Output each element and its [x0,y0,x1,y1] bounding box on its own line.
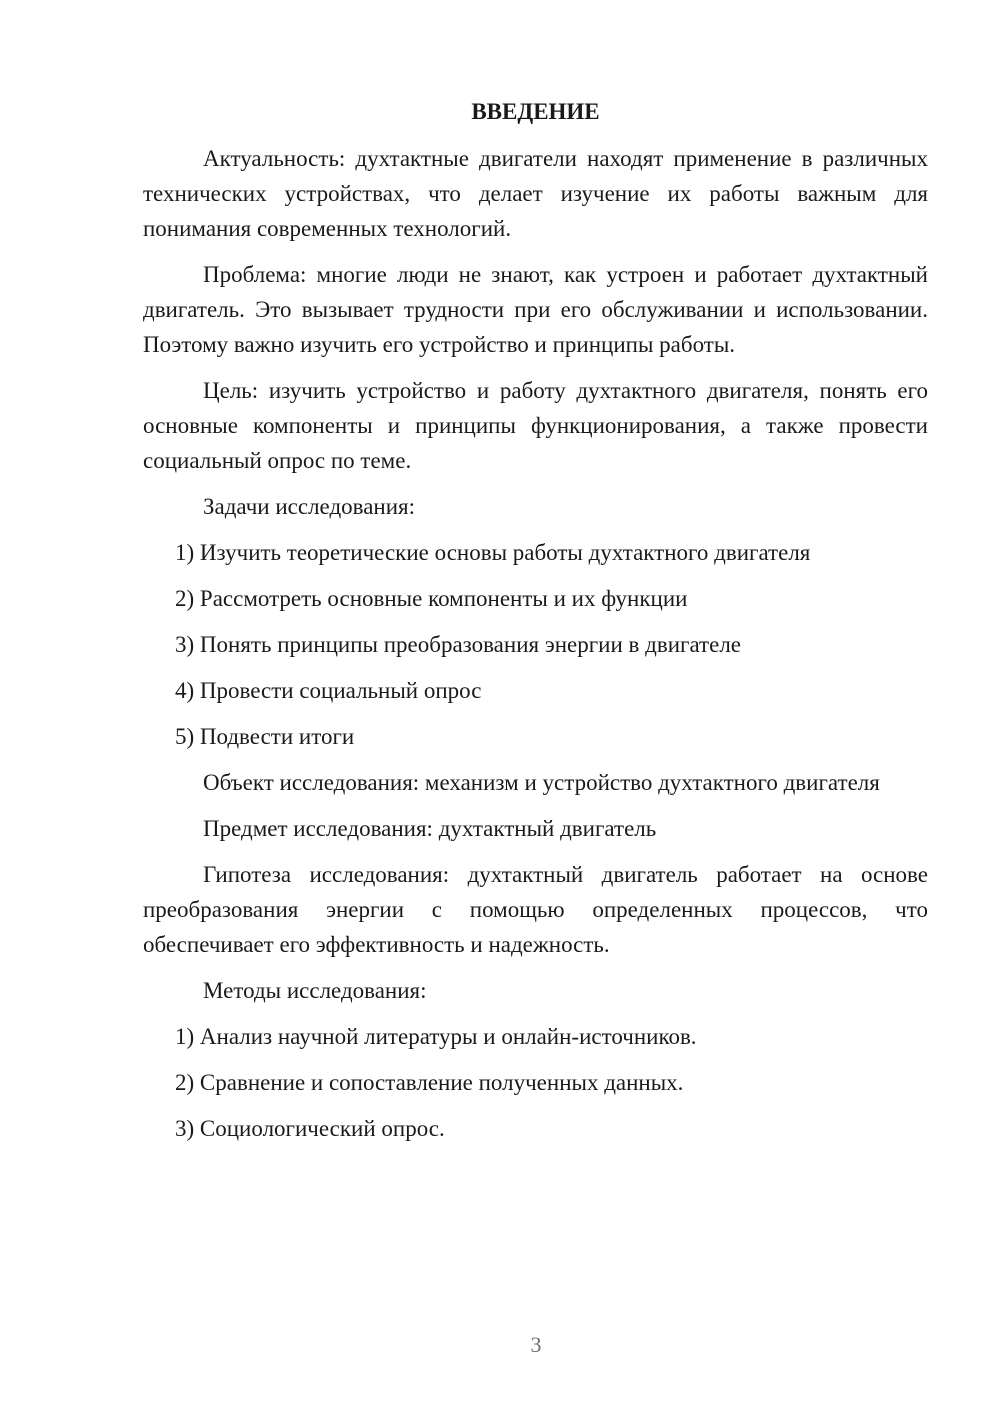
tasks-heading: Задачи исследования: [203,494,416,519]
methods-list [143,1019,928,1146]
page-content [143,94,928,1157]
list-item: 3) Понять принципы преобразования энергии в двигателе [175,632,742,657]
object-paragraph: Объект исследования: механизм и устройство духтактного двигателя [203,770,880,795]
tasks-list [143,535,928,754]
list-item: 3) Социологический опрос. [175,1116,445,1141]
methods-heading: Методы исследования: [203,978,427,1003]
page-number: 3 [530,1332,542,1357]
list-item: 5) Подвести итоги [175,724,355,749]
list-item: 2) Сравнение и сопоставление полученных данных. [175,1070,684,1095]
list-item: 4) Провести социальный опрос [175,678,482,703]
list-item: 1) Изучить теоретические основы работы духтактного двигателя [175,540,811,565]
list-item: 1) Анализ научной литературы и онлайн-источников. [175,1024,697,1049]
list-item: 2) Рассмотреть основные компоненты и их функции [175,586,688,611]
section-title: ВВЕДЕНИЕ [471,99,600,124]
goal-paragraph: Цель: изучить устройство и работу духтактного двигателя, понять его основные компоненты и принципы функционирования, а также провести социальный опрос по теме. [143,378,928,473]
hypothesis-paragraph: Гипотеза исследования: духтактный двигатель работает на основе преобразования энергии с помощью определенных процессов, что обеспечивает его эффективность и надежность. [143,862,928,957]
problem-paragraph: Проблема: многие люди не знают, как устроен и работает духтактный двигатель. Это вызывает трудности при его обслуживании и использовании. Поэтому важно изучить его устройство и принципы работы. [143,262,928,357]
relevance-paragraph: Актуальность: духтактные двигатели находят применение в различных технических устройствах, что делает изучение их работы важным для понимания современных технологий. [143,146,928,241]
subject-paragraph: Предмет исследования: духтактный двигатель [203,816,657,841]
